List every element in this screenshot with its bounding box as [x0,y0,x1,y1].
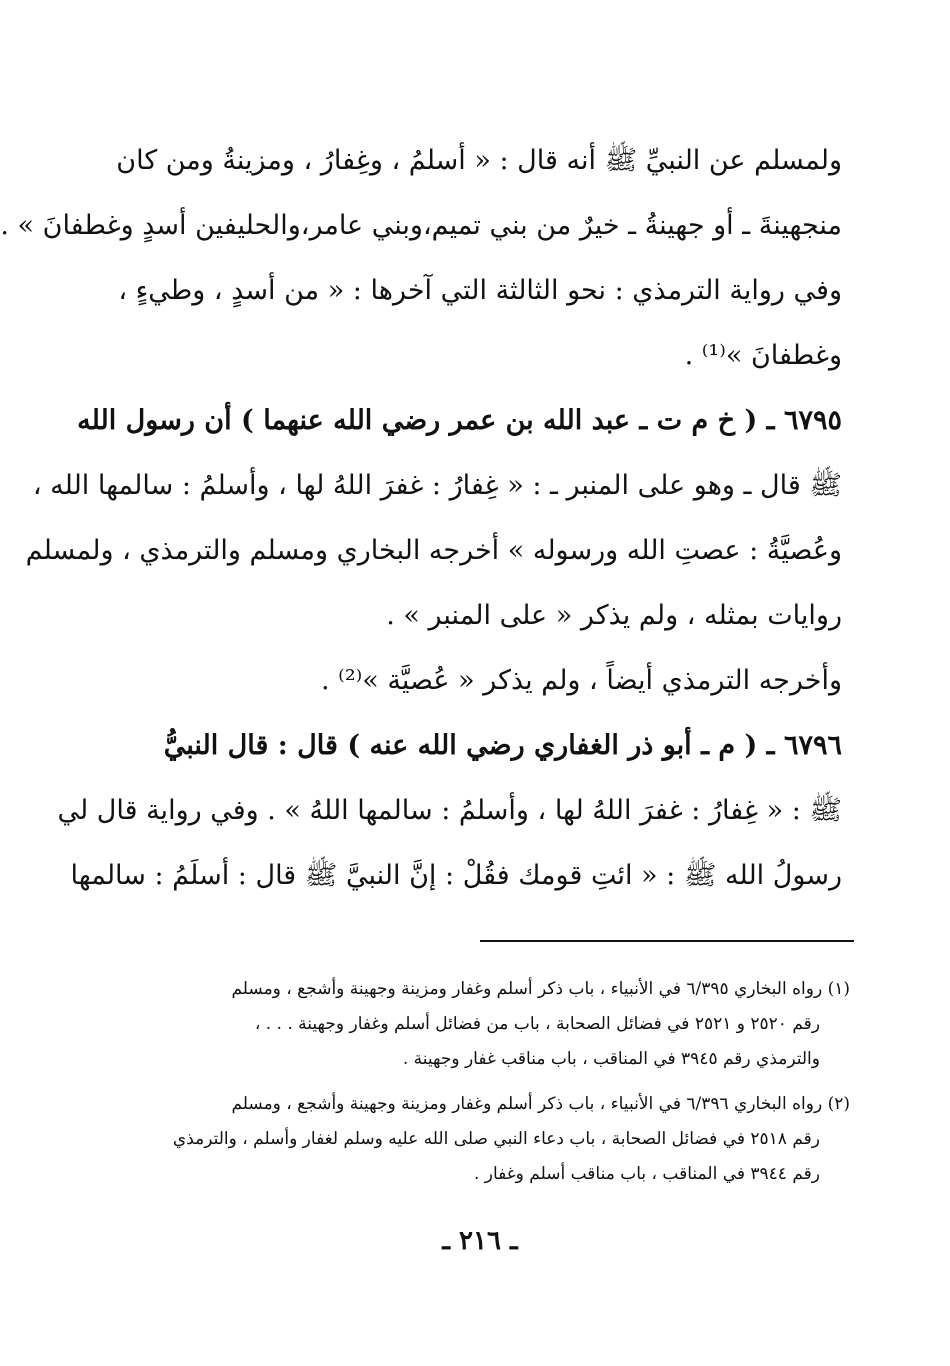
text-line: ﷺ قال ـ وهو على المنبر ـ : « غِفارُ : غفرَ اللهُ لها ، وأسلمُ : سالمها الله ، [32,470,842,501]
text-line: وفي رواية الترمذي : نحو الثالثة التي آخرها : « من أسدٍ ، وطيءٍ ، [118,275,842,306]
text-line: وغطفانَ »⁽¹⁾ . [684,340,842,371]
text-line: ولمسلم عن النبيِّ ﷺ أنه قال : « أسلمُ ، وغِفارُ ، ومزينةُ ومن كان [116,145,842,176]
hadith-6795-heading: ٦٧٩٥ ـ ( خ م ت ـ عبد الله بن عمر رضي الله عنهما ) أن رسول الله [77,405,842,436]
text-line: ﷺ : « غِفارُ : غفرَ اللهُ لها ، وأسلمُ : سالمها اللهُ » . وفي رواية قال لي [57,795,842,826]
text-line: منجهينةَ ـ أو جهينةُ ـ خيرٌ من بني تميم،وبني عامر،والحليفين أسدٍ وغطفانَ » . [0,210,842,241]
footnote-1-line: رقم ٢٥٢٠ و ٢٥٢١ في فضائل الصحابة ، باب من فضائل أسلم وغفار وجهينة . . . ، [254,1014,820,1034]
text-line: رسولُ الله ﷺ : « ائتِ قومك فقُلْ : إنَّ النبيَّ ﷺ قال : أسلَمُ : سالمها [70,860,842,891]
hadith-6796-heading: ٦٧٩٦ ـ ( م ـ أبو ذر الغفاري رضي الله عنه ) قال : قال النبيُّ [163,730,842,761]
text-line: وأخرجه الترمذي أيضاً ، ولم يذكر « عُصيَّة »⁽²⁾ . [321,665,842,696]
footnote-2-line: رقم ٣٩٤٤ في المناقب ، باب مناقب أسلم وغفار . [473,1164,820,1184]
footnote-1-line: (١) رواه البخاري ٦/٣٩٥ في الأنبياء ، باب ذكر أسلم وغفار ومزينة وجهينة وأشجع ، ومسلم [231,979,850,999]
footnote-divider [480,940,854,942]
footnote-2-line: رقم ٢٥١٨ في فضائل الصحابة ، باب دعاء النبي صلى الله عليه وسلم لغفار وأسلم ، والترمذي [172,1129,820,1149]
page-number: ـ ٢١٦ ـ [442,1226,518,1256]
text-line: وعُصيَّةُ : عصتِ الله ورسوله » أخرجه البخاري ومسلم والترمذي ، ولمسلم [25,535,842,566]
footnote-2-line: (٢) رواه البخاري ٦/٣٩٦ في الأنبياء ، باب ذكر أسلم وغفار ومزينة وجهينة وأشجع ، ومسلم [231,1094,850,1114]
text-line: روايات بمثله ، ولم يذكر « على المنبر » . [386,600,842,631]
footnote-1-line: والترمذي رقم ٣٩٤٥ في المناقب ، باب مناقب غفار وجهينة . [402,1049,820,1069]
footnotes [118,972,850,1192]
main-text-body [0,128,842,908]
